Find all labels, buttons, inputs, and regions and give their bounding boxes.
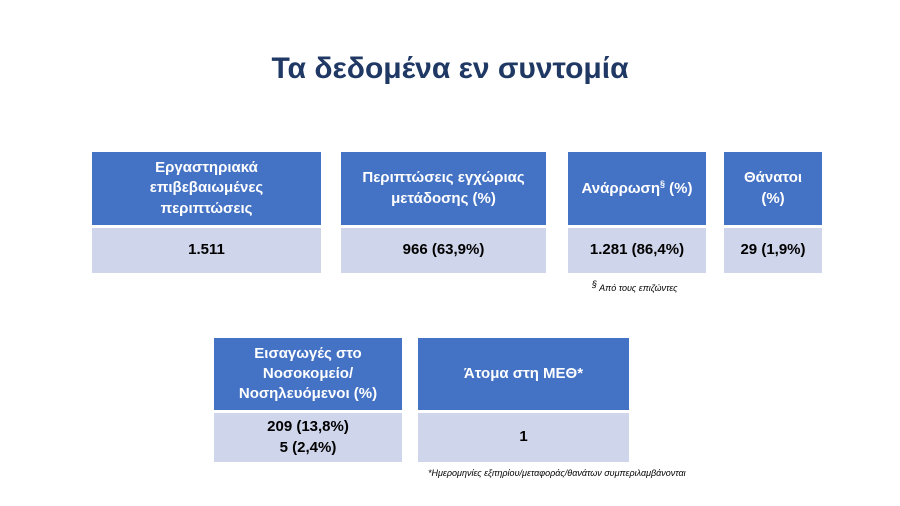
- card-header-line: μετάδοσης (%): [391, 189, 496, 207]
- card-recovery: [568, 152, 706, 273]
- card-icu: [418, 338, 629, 462]
- card-hospital-header: [214, 338, 402, 410]
- card-header-line: Νοσοκομείο/: [262, 364, 354, 382]
- card-header-line: επιβεβαιωμένες: [149, 179, 264, 197]
- card-header-line: περιπτώσεις: [160, 199, 253, 217]
- card-header-line: Περιπτώσεις εγχώριας: [362, 169, 525, 187]
- card-hospital-value: [214, 413, 402, 462]
- card-lab-confirmed-value: 1.511: [92, 228, 321, 273]
- dates-footnote: *Ημερομηνίες εξιτηρίου/μεταφοράς/θανάτων συμπεριλαμβάνονται: [428, 468, 686, 478]
- card-local-transmission-value: 966 (63,9%): [341, 228, 546, 273]
- card-local-transmission-header: [341, 152, 546, 225]
- card-deaths: [724, 152, 822, 273]
- card-header-line: Εργαστηριακά: [155, 159, 258, 177]
- page-title: Τα δεδομένα εν συντομία: [271, 52, 629, 85]
- card-deaths-value: 29 (1,9%): [724, 228, 822, 273]
- card-deaths-header: [724, 152, 822, 225]
- card-lab-confirmed-header: [92, 152, 321, 225]
- section-mark: §: [592, 279, 598, 289]
- card-header-line: Εισαγωγές στο: [254, 344, 362, 362]
- value-line: 5 (2,4%): [279, 438, 337, 456]
- card-recovery-header: [568, 152, 706, 225]
- card-header-line: Θάνατοι: [743, 169, 803, 187]
- card-icu-value: 1: [418, 413, 629, 462]
- footnote-text: Από τους επιζώντες: [597, 283, 678, 293]
- card-icu-header: Άτομα στη ΜΕΘ*: [418, 338, 629, 410]
- card-recovery-value: 1.281 (86,4%): [568, 228, 706, 273]
- section-mark: §: [659, 178, 665, 189]
- card-local-transmission: [341, 152, 546, 273]
- card-header-label: Ανάρρωση: [581, 179, 660, 197]
- value-line: 209 (13,8%): [267, 418, 349, 436]
- survivors-footnote: [592, 279, 677, 293]
- card-lab-confirmed: [92, 152, 321, 273]
- card-hospital: [214, 338, 402, 462]
- card-header-line: (%): [761, 189, 785, 207]
- card-header-suffix: (%): [665, 179, 693, 197]
- card-header-line: Νοσηλευόμενοι (%): [238, 385, 378, 403]
